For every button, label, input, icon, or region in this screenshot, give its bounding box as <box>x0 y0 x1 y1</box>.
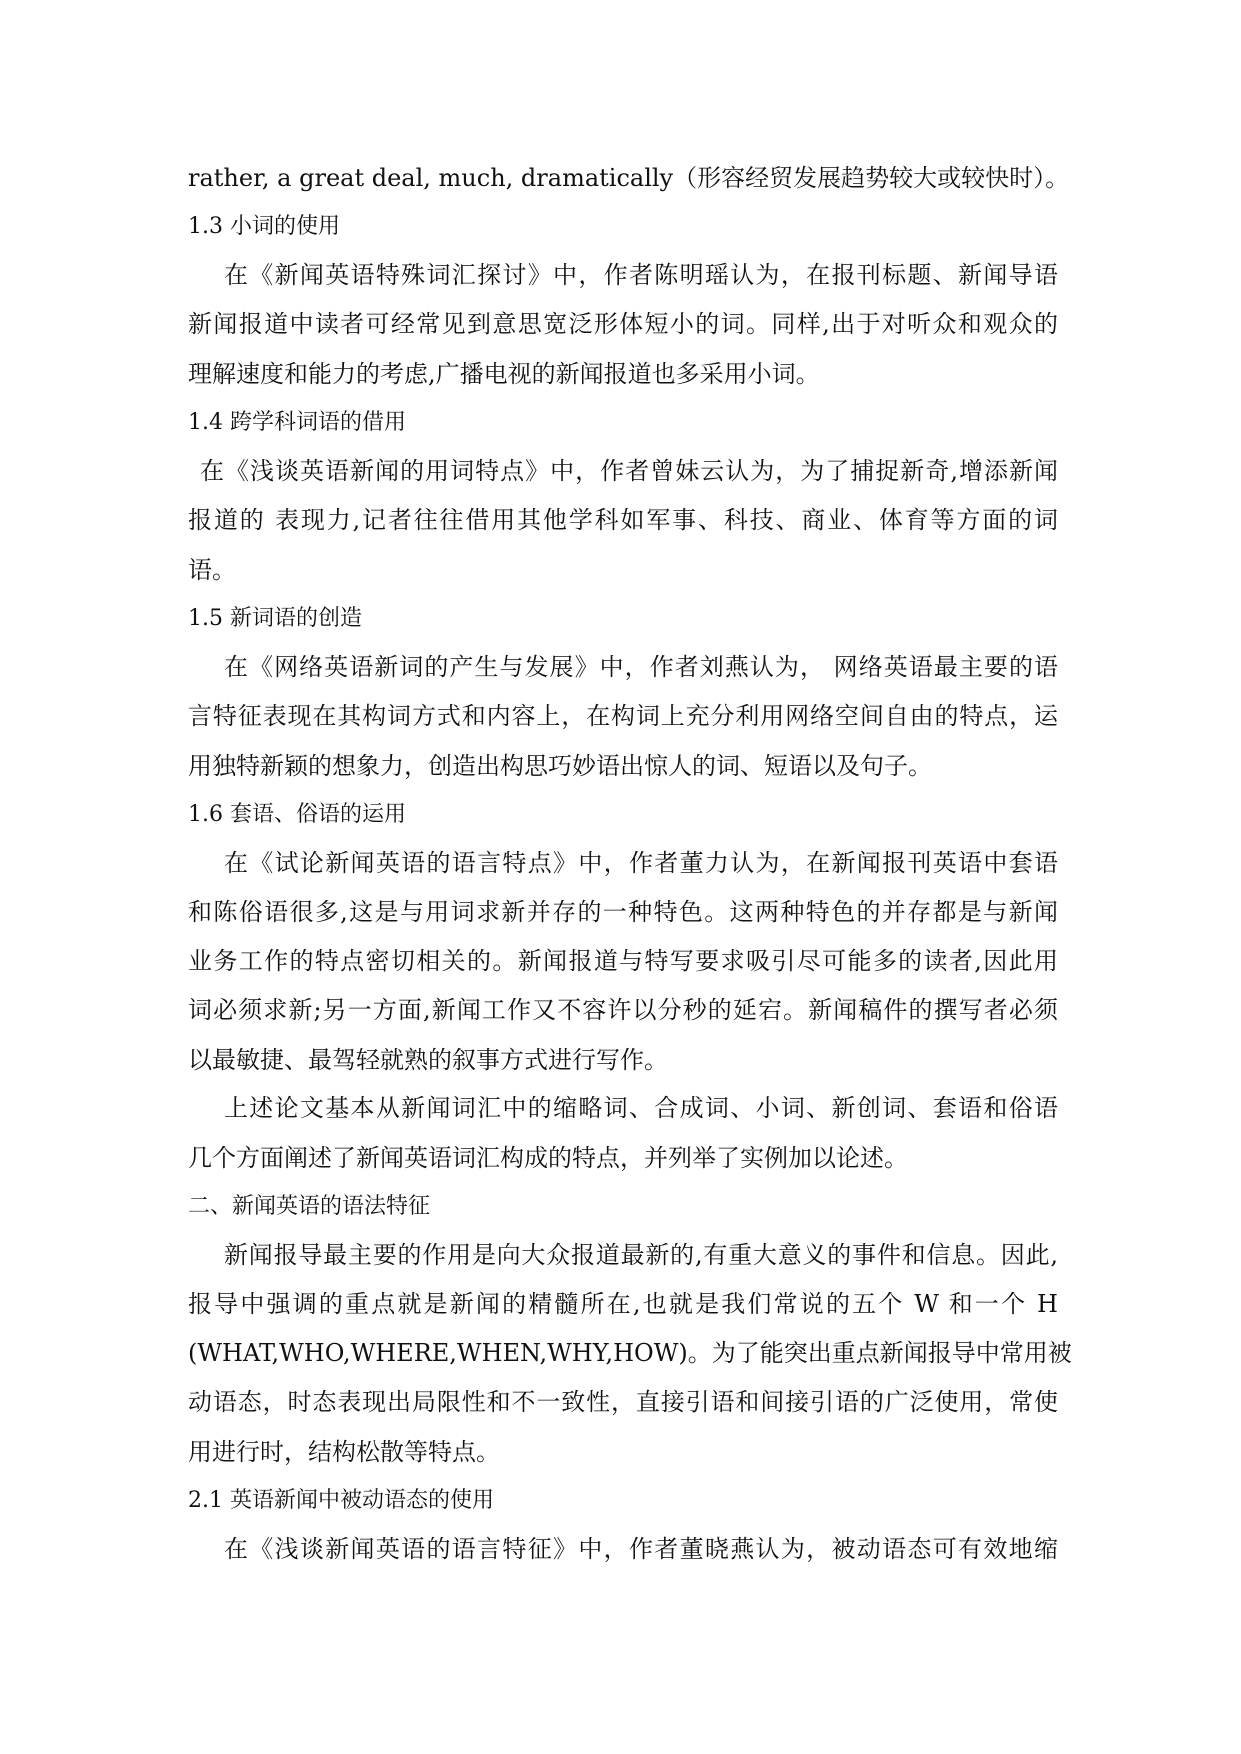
paragraph-line: 在《新闻英语特殊词汇探讨》中，作者陈明瑶认为，在报刊标题、新闻导语 <box>224 261 1058 289</box>
paragraph-line: 在《网络英语新词的产生与发展》中，作者刘燕认为， 网络英语最主要的语 <box>224 653 1058 681</box>
paragraph-line: 上述论文基本从新闻词汇中的缩略词、合成词、小词、新创词、套语和俗语 <box>224 1094 1058 1122</box>
paragraph-line: (WHAT,WHO,WHERE,WHEN,WHY,HOW)。为了能突出重点新闻报导中常用被 <box>188 1339 1072 1367</box>
document-page <box>188 153 1072 1574</box>
section-heading: 1.6 套语、俗语的运用 <box>188 801 406 827</box>
section-heading: 2.1 英语新闻中被动语态的使用 <box>188 1487 494 1513</box>
paragraph-line: 业务工作的特点密切相关的。新闻报道与特写要求吸引尽可能多的读者,因此用 <box>188 947 1058 975</box>
paragraph-line: 报道的 表现力,记者往往借用其他学科如军事、科技、商业、体育等方面的词 <box>188 506 1058 534</box>
paragraph-line: 在《浅谈英语新闻的用词特点》中，作者曾妹云认为，为了捕捉新奇,增添新闻 <box>200 457 1058 485</box>
paragraph-line: 和陈俗语很多,这是与用词求新并存的一种特色。这两种特色的并存都是与新闻 <box>188 898 1058 926</box>
paragraph-line: 以最敏捷、最驾轻就熟的叙事方式进行写作。 <box>188 1045 668 1074</box>
paragraph-line: 在《浅谈新闻英语的语言特征》中，作者董晓燕认为，被动语态可有效地缩 <box>224 1535 1058 1563</box>
paragraph-line: 新闻报道中读者可经常见到意思宽泛形体短小的词。同样,出于对听众和观众的 <box>188 310 1058 338</box>
paragraph-line: 言特征表现在其构词方式和内容上，在构词上充分利用网络空间自由的特点，运 <box>188 702 1058 730</box>
section-heading: 二、新闻英语的语法特征 <box>188 1193 431 1219</box>
paragraph-line: 用独特新颖的想象力，创造出构思巧妙语出惊人的词、短语以及句子。 <box>188 751 932 780</box>
paragraph-line: 词必须求新;另一方面,新闻工作又不容许以分秒的延宕。新闻稿件的撰写者必须 <box>188 996 1058 1024</box>
paragraph-line: 在《试论新闻英语的语言特点》中，作者董力认为，在新闻报刊英语中套语 <box>224 849 1058 877</box>
section-heading: 1.3 小词的使用 <box>188 213 340 239</box>
section-heading: 1.4 跨学科词语的借用 <box>188 409 406 435</box>
paragraph-line: 动语态，时态表现出局限性和不一致性，直接引语和间接引语的广泛使用，常使 <box>188 1388 1058 1416</box>
paragraph-line: 理解速度和能力的考虑,广播电视的新闻报道也多采用小词。 <box>188 359 820 388</box>
paragraph-line: 报导中强调的重点就是新闻的精髓所在,也就是我们常说的五个 W 和一个 H <box>188 1290 1058 1318</box>
text-line: rather, a great deal, much, dramatically（形容经贸发展趋势较大或较快时）。 <box>188 163 1070 192</box>
paragraph-line: 新闻报导最主要的作用是向大众报道最新的,有重大意义的事件和信息。因此, <box>224 1241 1058 1269</box>
paragraph-line: 几个方面阐述了新闻英语词汇构成的特点，并列举了实例加以论述。 <box>188 1143 908 1172</box>
paragraph-line: 语。 <box>188 555 236 584</box>
paragraph-line: 用进行时，结构松散等特点。 <box>188 1437 500 1466</box>
section-heading: 1.5 新词语的创造 <box>188 605 362 631</box>
